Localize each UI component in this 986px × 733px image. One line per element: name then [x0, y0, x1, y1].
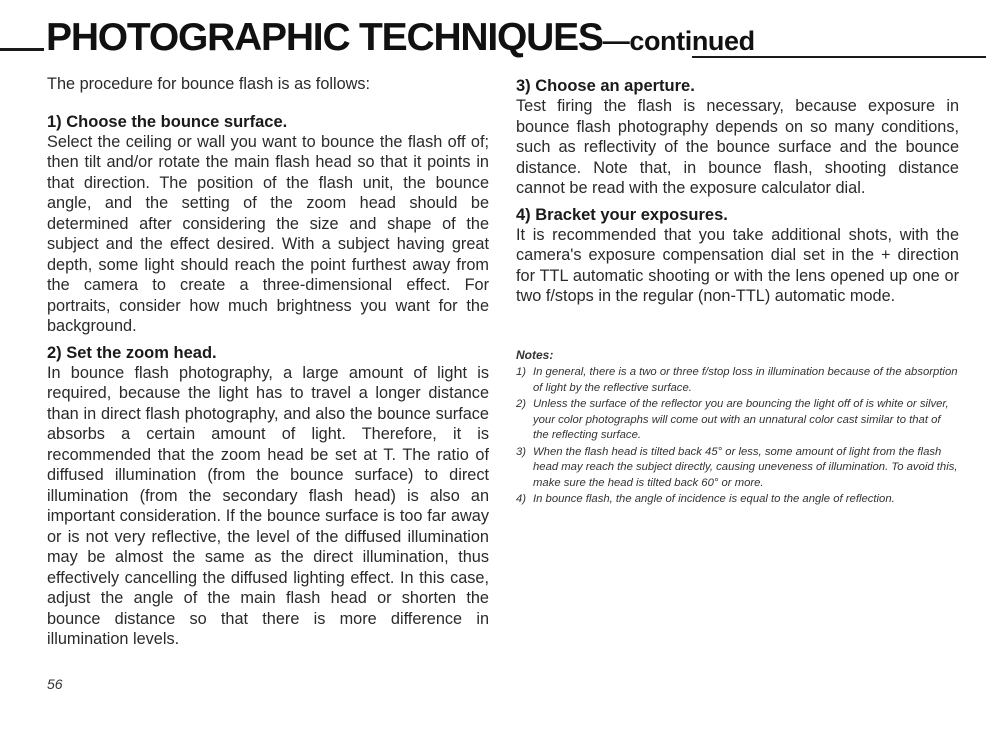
header-rule-left	[0, 48, 44, 51]
note-text: Unless the surface of the reflector you are bouncing the light off of is white or silver, your color photographs will come out with an unnatural color cast similar to that of the reflecting surface.	[533, 398, 949, 441]
section-body-1: Select the ceiling or wall you want to bounce the flash off of; then tilt and/or rotate the main flash head so that it points in that direction. The position of the flash unit, the bounce angle, and the setting of the zoom head should be determined after considering the size and shape of the subject and the effect desired. With a subject having great depth, some light should reach the point furthest away from the camera to create a three-dimensional effect. For portraits, consider how much brightness you want for the background.	[47, 132, 489, 335]
right-column	[516, 72, 959, 509]
intro-text: The procedure for bounce flash is as follows:	[47, 75, 371, 93]
title-main: PHOTOGRAPHIC TECHNIQUES	[46, 16, 603, 59]
section-heading-4: 4) Bracket your exposures.	[516, 205, 728, 224]
note-text: When the flash head is tilted back 45° or less, some amount of light from the flash head may reach the subject directly, causing uneveness of illumination. To avoid this, make sure the head is tilted back 60° or more.	[533, 445, 958, 489]
note-item	[516, 397, 959, 444]
note-number: 3)	[516, 445, 527, 458]
notes-block	[516, 348, 959, 508]
header-rule-right	[692, 56, 986, 58]
section-heading-3: 3) Choose an aperture.	[516, 77, 695, 95]
left-column	[47, 72, 489, 656]
note-item	[516, 492, 959, 508]
note-number: 4)	[516, 493, 527, 505]
note-number: 1)	[516, 366, 527, 378]
section-heading-1: 1) Choose the bounce surface.	[47, 112, 288, 131]
section-body-3: Test firing the flash is necessary, because exposure in bounce flash photography depends on so many conditions, such as reflectivity of the bounce surface and the bounce distance. Note that, in bounce flash, shooting distance cannot be read with the exposure calculator dial.	[516, 97, 959, 197]
page-header	[0, 14, 986, 64]
notes-title: Notes:	[516, 347, 554, 362]
section-body-4: It is recommended that you take additional shots, with the camera's exposure compensation dial set in the + direction for TTL automatic shooting or with the lens opened up one or two f/stops in the regular (non-TTL) automatic mode.	[516, 225, 959, 305]
page-title	[46, 16, 755, 63]
note-text: In bounce flash, the angle of incidence is equal to the angle of reflection.	[533, 493, 895, 505]
title-suffix: —continued	[602, 26, 755, 56]
note-text: In general, there is a two or three f/stop loss in illumination because of the absorption of light by the reflective surface.	[533, 366, 958, 394]
note-item	[516, 445, 959, 492]
note-item	[516, 365, 959, 396]
section-heading-2: 2) Set the zoom head.	[47, 343, 217, 362]
page-number: 56	[47, 676, 63, 692]
section-body-2: In bounce flash photography, a large amount of light is required, because the light has to travel a longer distance than in direct flash photography, and also the bounce surface absorbs a certain amount of light. Therefore, it is recommended that the zoom head be set at T. The ratio of diffused illumination (from the bounce surface) to direct illumination (from the secondary flash head) is also an important consideration. If the bounce surface is too far away or is not very reflective, the level of the diffused illumination may be almost the same as the direct illumination, thus effectively cancelling the diffused lighting effect. In this case, adjust the angle of the main flash head or shorten the bounce distance so that there is more difference in illumination levels.	[47, 363, 489, 648]
note-number: 2)	[516, 398, 527, 410]
